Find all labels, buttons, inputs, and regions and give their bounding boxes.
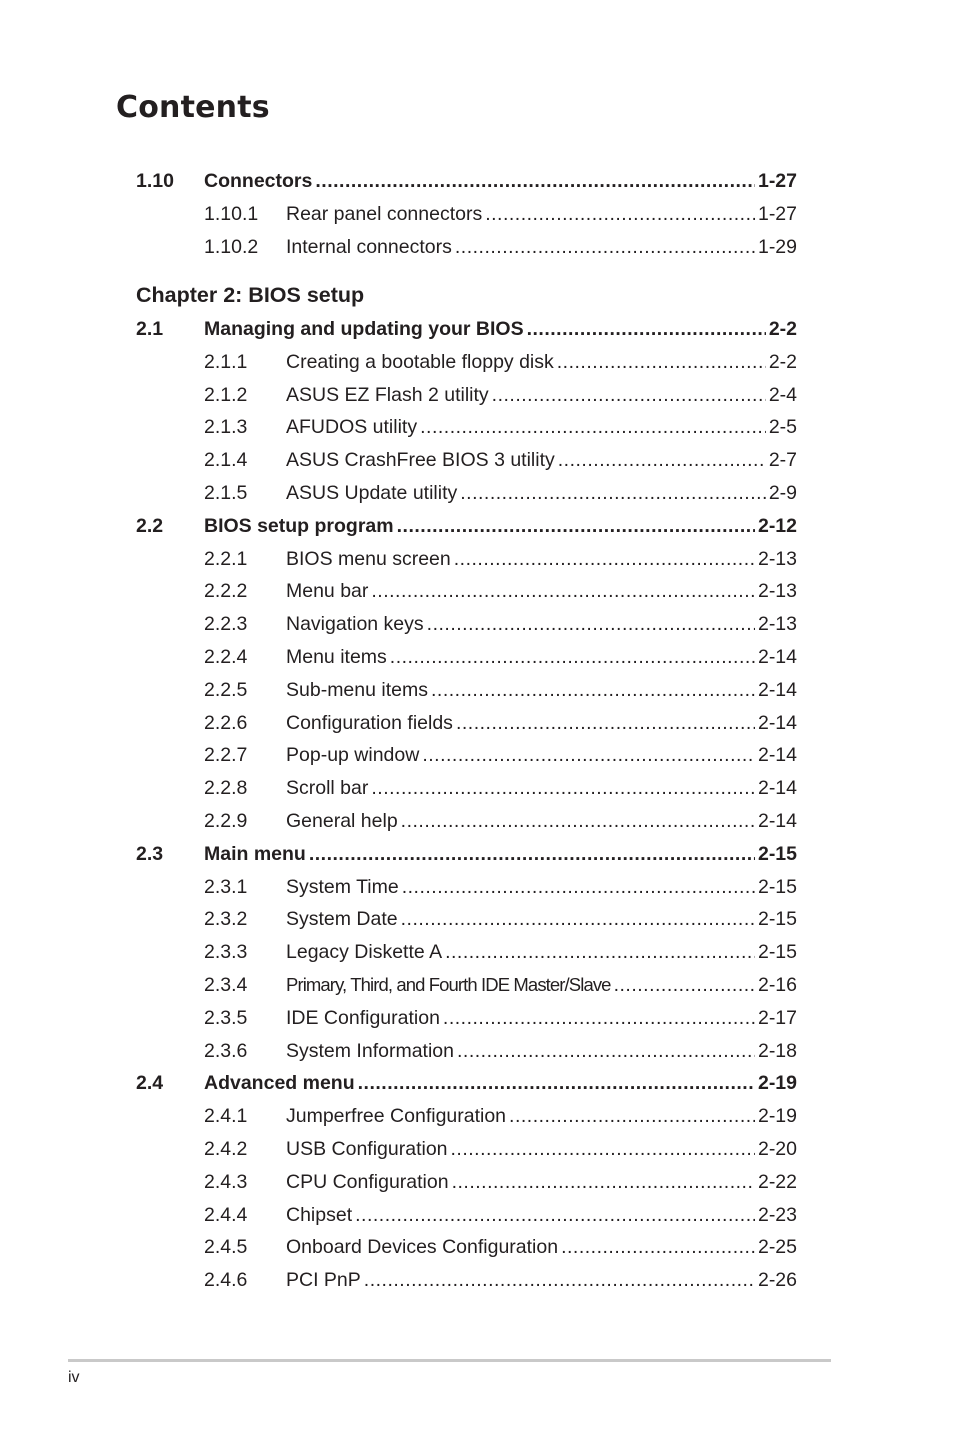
toc-dot-leader — [371, 773, 755, 803]
toc-entry[interactable] — [136, 380, 797, 410]
toc-entry-number: 1.10 — [136, 170, 174, 192]
toc-entry-number: 2.3.3 — [204, 941, 248, 963]
toc-entry-number: 2.4.1 — [204, 1105, 248, 1127]
toc-entry[interactable] — [136, 970, 797, 1000]
toc-entry-page: 2-22 — [757, 1171, 797, 1193]
toc-entry-page: 2-14 — [757, 712, 797, 734]
toc-entry-title: Creating a bootable floppy disk — [286, 351, 554, 373]
toc-entry-title: USB Configuration — [286, 1138, 448, 1160]
toc-entry[interactable] — [136, 1101, 797, 1131]
toc-entry-number: 2.3.6 — [204, 1040, 248, 1062]
toc-entry-page: 2-14 — [757, 646, 797, 668]
toc-entry-number: 2.4 — [136, 1072, 164, 1094]
toc-entry[interactable] — [136, 576, 797, 606]
toc-entry-page: 1-27 — [757, 203, 797, 225]
toc-entry-title: Chipset — [286, 1204, 353, 1226]
toc-entry-title: Configuration fields — [286, 712, 453, 734]
toc-dot-leader — [401, 806, 755, 836]
toc-dot-leader — [427, 609, 755, 639]
toc-entry[interactable] — [136, 1068, 797, 1098]
toc-entry-page: 2-23 — [757, 1204, 797, 1226]
toc-dot-leader — [443, 1003, 755, 1033]
toc-entry-number: 2.3.5 — [204, 1007, 248, 1029]
page-title: Contents — [116, 90, 270, 125]
toc-entry-number: 2.2.7 — [204, 744, 248, 766]
toc-entry-page: 2-12 — [757, 515, 797, 537]
toc-dot-leader — [558, 445, 766, 475]
toc-entry-number: 2.4.4 — [204, 1204, 248, 1226]
toc-entry-number: 2.2.8 — [204, 777, 248, 799]
toc-dot-leader — [452, 1167, 755, 1197]
toc-entry[interactable] — [136, 478, 797, 508]
toc-entry-title: System Information — [286, 1040, 454, 1062]
toc-entry-page: 2-13 — [757, 548, 797, 570]
chapter-heading: Chapter 2: BIOS setup — [136, 283, 365, 307]
toc-entry-number: 2.2.2 — [204, 580, 248, 602]
toc-dot-leader — [451, 1134, 755, 1164]
footer-page-number: iv — [68, 1369, 80, 1386]
toc-entry[interactable] — [136, 412, 797, 442]
toc-entry-number: 2.1.3 — [204, 416, 248, 438]
toc-dot-leader — [445, 937, 755, 967]
toc-entry[interactable] — [136, 445, 797, 475]
toc-dot-leader — [358, 1068, 755, 1098]
toc-entry-page: 2-2 — [768, 351, 797, 373]
toc-entry-title: Menu bar — [286, 580, 369, 602]
toc-entry-number: 2.2 — [136, 515, 164, 537]
toc-entry-title: Advanced menu — [204, 1072, 355, 1094]
toc-dot-leader — [309, 839, 755, 869]
toc-entry-title: System Time — [286, 876, 399, 898]
toc-entry[interactable] — [136, 872, 797, 902]
toc-entry-page: 2-16 — [757, 974, 797, 996]
toc-entry-page: 2-14 — [757, 777, 797, 799]
toc-entry-page: 1-29 — [757, 236, 797, 258]
toc-entry-page: 2-4 — [768, 384, 797, 406]
toc-entry-number: 2.3 — [136, 843, 164, 865]
toc-entry[interactable] — [136, 609, 797, 639]
toc-entry-title: System Date — [286, 908, 398, 930]
toc-entry-number: 2.1.1 — [204, 351, 248, 373]
toc-entry[interactable] — [136, 773, 797, 803]
toc-entry[interactable] — [136, 199, 797, 229]
toc-entry-page: 2-20 — [757, 1138, 797, 1160]
toc-entry-number: 2.2.1 — [204, 548, 248, 570]
toc-entry-number: 2.2.4 — [204, 646, 248, 668]
toc-entry[interactable] — [136, 544, 797, 574]
toc-entry-page: 2-13 — [757, 613, 797, 635]
toc-entry[interactable] — [136, 642, 797, 672]
toc-entry-title: Navigation keys — [286, 613, 424, 635]
toc-entry-page: 2-9 — [768, 482, 797, 504]
toc-entry-title: ASUS Update utility — [286, 482, 458, 504]
toc-dot-leader — [492, 380, 766, 410]
toc-dot-leader — [454, 544, 755, 574]
toc-entry[interactable] — [136, 1003, 797, 1033]
toc-entry-page: 2-15 — [757, 908, 797, 930]
toc-entry-title: Managing and updating your BIOS — [204, 318, 524, 340]
toc-entry-title: Legacy Diskette A — [286, 941, 443, 963]
footer-divider — [68, 1359, 831, 1362]
toc-entry-page: 2-13 — [757, 580, 797, 602]
toc-dot-leader — [364, 1265, 755, 1295]
toc-dot-leader — [561, 1232, 755, 1262]
toc-entry[interactable] — [136, 1167, 797, 1197]
toc-entry[interactable] — [136, 1134, 797, 1164]
toc-entry-number: 2.4.2 — [204, 1138, 248, 1160]
toc-entry-page: 1-27 — [757, 170, 797, 192]
toc-entry-number: 2.3.1 — [204, 876, 248, 898]
toc-entry-page: 2-25 — [757, 1236, 797, 1258]
toc-entry[interactable] — [136, 904, 797, 934]
toc-entry-number: 1.10.1 — [204, 203, 259, 225]
toc-entry[interactable] — [136, 806, 797, 836]
toc-entry-number: 2.2.6 — [204, 712, 248, 734]
toc-entry-number: 2.4.6 — [204, 1269, 248, 1291]
toc-dot-leader — [402, 872, 755, 902]
toc-entry-number: 2.3.2 — [204, 908, 248, 930]
toc-entry-title: Primary, Third, and Fourth IDE Master/Slave — [286, 974, 611, 995]
toc-entry-number: 2.4.3 — [204, 1171, 248, 1193]
toc-entry-title: Rear panel connectors — [286, 203, 483, 225]
toc-entry[interactable] — [136, 1265, 797, 1295]
toc-dot-leader — [422, 740, 755, 770]
toc-entry-title: PCI PnP — [286, 1269, 361, 1291]
toc-dot-leader — [420, 412, 766, 442]
toc-dot-leader — [457, 1036, 755, 1066]
toc-entry-page: 2-18 — [757, 1040, 797, 1062]
toc-entry-title: CPU Configuration — [286, 1171, 449, 1193]
toc-entry-number: 2.1 — [136, 318, 164, 340]
toc-entry-number: 1.10.2 — [204, 236, 259, 258]
toc-entry-title: ASUS EZ Flash 2 utility — [286, 384, 489, 406]
toc-dot-leader — [485, 199, 755, 229]
toc-entry[interactable] — [136, 839, 797, 869]
toc-entry-number: 2.1.4 — [204, 449, 248, 471]
toc-entry-page: 2-15 — [757, 843, 797, 865]
toc-dot-leader — [527, 314, 766, 344]
toc-entry-title: General help — [286, 810, 398, 832]
toc-entry-number: 2.1.2 — [204, 384, 248, 406]
toc-entry-title: Scroll bar — [286, 777, 369, 799]
toc-entry[interactable] — [136, 675, 797, 705]
toc-entry[interactable] — [136, 937, 797, 967]
toc-entry-page: 2-15 — [757, 941, 797, 963]
toc-entry[interactable] — [136, 166, 797, 196]
toc-entry[interactable] — [136, 708, 797, 738]
toc-entry-number: 2.2.9 — [204, 810, 248, 832]
toc-entry-number: 2.3.4 — [204, 974, 248, 996]
toc-dot-leader — [355, 1200, 755, 1230]
toc-entry-title: Pop-up window — [286, 744, 420, 766]
toc-entry-page: 2-26 — [757, 1269, 797, 1291]
toc-entry[interactable] — [136, 740, 797, 770]
toc-entry[interactable] — [136, 1232, 797, 1262]
toc-entry[interactable] — [136, 511, 797, 541]
toc-entry-title: ASUS CrashFree BIOS 3 utility — [286, 449, 555, 471]
toc-entry-title: AFUDOS utility — [286, 416, 418, 438]
toc-dot-leader — [397, 511, 755, 541]
toc-dot-leader — [401, 904, 755, 934]
toc-entry-page: 2-14 — [757, 810, 797, 832]
toc-entry-number: 2.2.5 — [204, 679, 248, 701]
toc-entry-title: BIOS menu screen — [286, 548, 451, 570]
toc-dot-leader — [456, 708, 755, 738]
toc-dot-leader — [390, 642, 755, 672]
toc-entry-page: 2-19 — [757, 1105, 797, 1127]
toc-entry-page: 2-15 — [757, 876, 797, 898]
toc-entry-title: Main menu — [204, 843, 306, 865]
toc-entry-title: Onboard Devices Configuration — [286, 1236, 559, 1258]
toc-entry-number: 2.1.5 — [204, 482, 248, 504]
toc-dot-leader — [315, 166, 755, 196]
toc-entry-page: 2-7 — [768, 449, 797, 471]
toc-entry[interactable] — [136, 232, 797, 262]
toc-dot-leader — [614, 970, 755, 1000]
toc-dot-leader — [455, 232, 755, 262]
toc-dot-leader — [460, 478, 766, 508]
toc-entry-title: Jumperfree Configuration — [286, 1105, 507, 1127]
toc-entry[interactable] — [136, 314, 797, 344]
toc-entry-page: 2-14 — [757, 744, 797, 766]
toc-dot-leader — [371, 576, 755, 606]
toc-entry-page: 2-2 — [768, 318, 797, 340]
toc-entry-page: 2-5 — [768, 416, 797, 438]
toc-entry-title: Connectors — [204, 170, 313, 192]
toc-entry[interactable] — [136, 1200, 797, 1230]
toc-entry-title: IDE Configuration — [286, 1007, 440, 1029]
toc-dot-leader — [509, 1101, 755, 1131]
toc-entry-page: 2-17 — [757, 1007, 797, 1029]
toc-entry[interactable] — [136, 1036, 797, 1066]
toc-entry-title: Sub-menu items — [286, 679, 428, 701]
toc-entry-number: 2.4.5 — [204, 1236, 248, 1258]
toc-entry-page: 2-14 — [757, 679, 797, 701]
toc-dot-leader — [431, 675, 755, 705]
toc-entry-title: Menu items — [286, 646, 387, 668]
toc-entry[interactable] — [136, 347, 797, 377]
toc-dot-leader — [557, 347, 766, 377]
toc-entry-title: BIOS setup program — [204, 515, 394, 537]
toc-entry-number: 2.2.3 — [204, 613, 248, 635]
toc-entry-page: 2-19 — [757, 1072, 797, 1094]
toc-entry-title: Internal connectors — [286, 236, 452, 258]
